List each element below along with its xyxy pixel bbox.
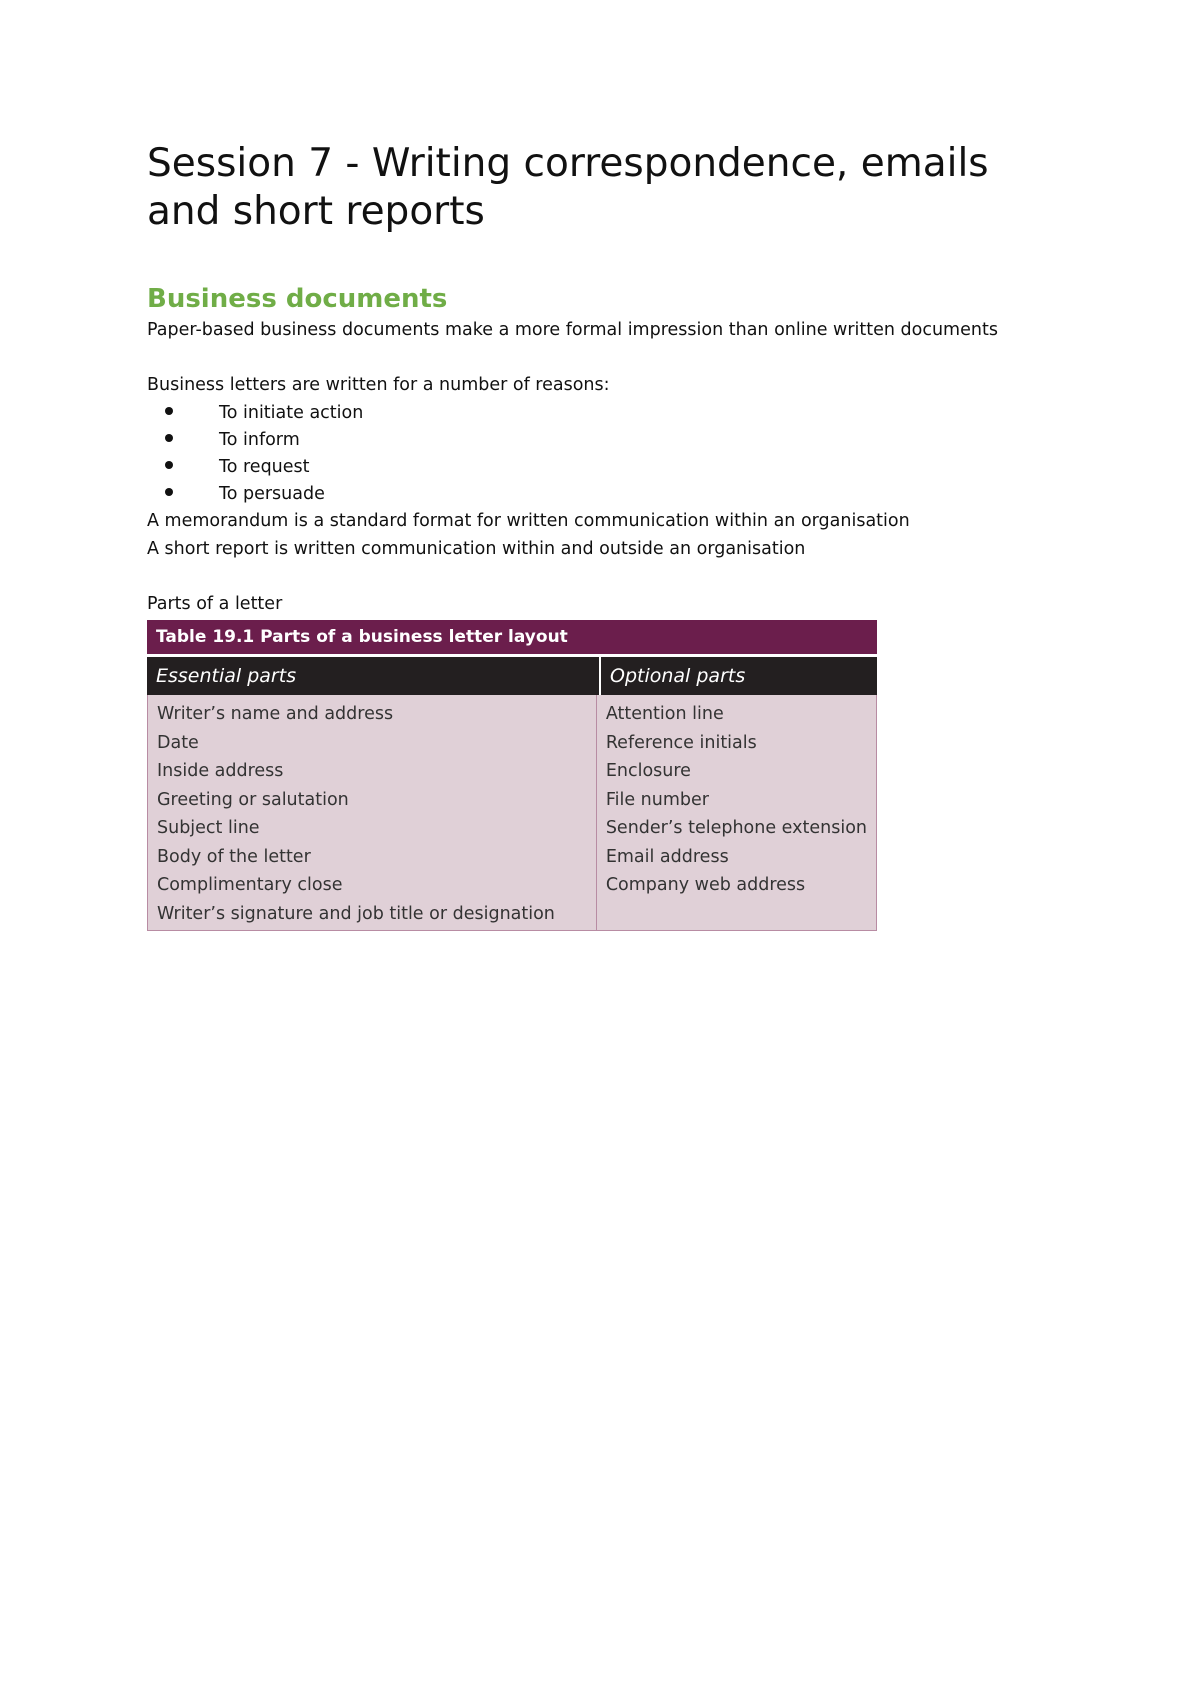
intro-paragraph: Paper-based business documents make a more formal impression than online written documents (147, 320, 998, 340)
list-item: To initiate action (147, 400, 363, 427)
table-cell: Greeting or salutation (157, 789, 349, 810)
letter-parts-table (147, 620, 877, 931)
list-item: To request (147, 454, 363, 481)
table-cell: Subject line (157, 818, 260, 838)
bullet-icon (165, 407, 173, 415)
page-title: Session 7 - Writing correspondence, emails and short reports (147, 141, 989, 234)
essential-parts-column (148, 695, 597, 930)
table-cell: File number (605, 789, 709, 810)
table-header-row (147, 657, 877, 695)
parts-label: Parts of a letter (147, 594, 283, 614)
table-header-essential: Essential parts (147, 657, 601, 695)
reasons-list (147, 400, 363, 508)
table-cell: Company web address (605, 875, 806, 895)
table-header-optional: Optional parts (610, 665, 746, 687)
table-cell: Body of the letter (157, 846, 311, 867)
list-item: To persuade (147, 481, 363, 508)
table-cell: Writer’s signature and job title or designation (157, 903, 555, 924)
table-cell: Date (157, 732, 199, 753)
table-cell: Attention line (605, 704, 724, 724)
short-report-paragraph: A short report is written communication within and outside an organisation (147, 539, 806, 559)
bullet-icon (165, 434, 173, 442)
table-cell: Reference initials (605, 732, 757, 753)
table-body (147, 695, 877, 931)
table-cell: Email address (605, 846, 729, 867)
table-cell: Complimentary close (157, 875, 343, 895)
section-heading: Business documents (147, 284, 448, 314)
table-cell: Inside address (157, 761, 284, 781)
document-page (147, 140, 1047, 924)
list-item: To inform (147, 427, 363, 454)
bullet-icon (165, 488, 173, 496)
table-cell: Enclosure (605, 761, 691, 781)
table-cell: Writer’s name and address (157, 704, 394, 724)
bullet-icon (165, 461, 173, 469)
table-caption: Table 19.1 Parts of a business letter layout (147, 620, 877, 657)
optional-parts-column (597, 695, 876, 930)
letters-lead-paragraph: Business letters are written for a number of reasons: (147, 375, 610, 395)
table-cell: Sender’s telephone extension (605, 818, 867, 838)
memorandum-paragraph: A memorandum is a standard format for written communication within an organisation (147, 511, 910, 531)
